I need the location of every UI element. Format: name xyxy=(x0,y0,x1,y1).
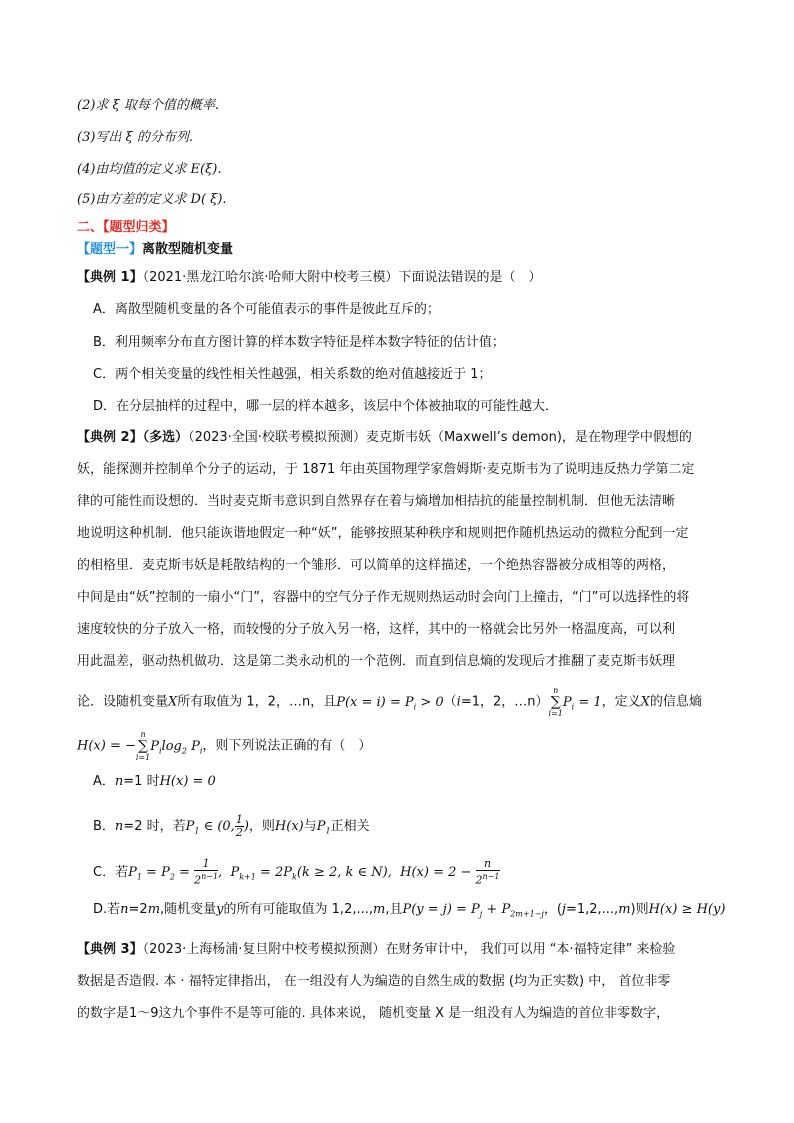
opt-d-mid2: ,随机变量 xyxy=(160,902,217,917)
opt-c-eq2: , $P_{k+1} = 2P_k(k \ge 2$, k ∈ N) xyxy=(218,864,388,882)
step-5: (5)由方差的定义求 D( ξ). xyxy=(77,192,227,207)
example-2-option-a xyxy=(93,772,216,792)
step-4: (4)由均值的定义求 E(ξ). xyxy=(77,162,222,177)
type-title: 离散型随机变量 xyxy=(142,242,234,257)
opt-d-mid3: 的所有可能取值为 1,2,..., xyxy=(223,902,373,917)
example-2-text-1: （2023·全国·校联考模拟预测）麦克斯韦妖（Maxwell’s demon)，是在物理学中假想的 xyxy=(188,430,692,445)
opt-b-fraction: $\frac{1}{2}$ xyxy=(235,813,243,839)
opt-d-m2: m xyxy=(373,902,386,917)
entropy-lhs: H(x) = − xyxy=(77,738,136,754)
opt-c-eq1: $P_1 = P_2$ = xyxy=(128,864,195,882)
example-1-source: （2021·黑龙江哈尔滨·哈师大附中校考三模） xyxy=(142,270,399,285)
type-tag: 【题型一】 xyxy=(77,242,143,257)
example-2-option-d xyxy=(93,900,725,925)
section-prefix: 二、 xyxy=(77,220,104,235)
example-1-option-a: A．离散型随机变量的各个可能值表示的事件是彼此互斥的； xyxy=(93,302,440,317)
var-i: i xyxy=(456,694,461,710)
example-2-line-10 xyxy=(77,730,371,762)
opt-b-mid: =2 时，若 xyxy=(123,819,186,834)
example-1-option-c: C．两个相关变量的线性相关性越强，相关系数的绝对值越接近于 1； xyxy=(93,367,492,382)
opt-d-mid: =2 xyxy=(128,902,148,917)
line9-text-b: 所有取值为 1，2，…n，且 xyxy=(177,694,337,710)
sum-symbol: n ∑ i=1 xyxy=(548,686,563,718)
opt-a-n: n xyxy=(114,774,124,789)
example-2-multi: （多选） xyxy=(142,430,189,445)
opt-a-mid: =1 时 xyxy=(123,774,160,789)
opt-c-prefix: C．若 xyxy=(93,864,129,880)
example-2-line-5: 的相格里．麦克斯韦妖是耗散结构的一个雏形．可以简单的这样描述，一个绝热容器被分成相等的两格， xyxy=(77,558,676,573)
example-2-line-1 xyxy=(77,428,692,448)
example-2-line-3: 律的可能性而设想的．当时麦克斯韦意识到自然界存在着与熵增加相拮抗的能量控制机制．但他无法清晰 xyxy=(77,494,676,509)
opt-d-j: j xyxy=(561,902,566,917)
section-heading xyxy=(77,218,175,238)
opt-d-ineq: H(x) ≥ H(y) xyxy=(648,902,726,917)
step-3: (3)写出 ξ 的分布列. xyxy=(77,130,193,145)
example-1-label: 【典例 1】 xyxy=(77,270,143,285)
example-3-source: （2023·上海杨浦·复旦附中校考模拟预测） xyxy=(142,942,386,957)
opt-b-post: ，则 xyxy=(248,819,275,834)
example-1-option-b: B．利用频率分布直方图计算的样本数字特征是样本数字特征的估计值； xyxy=(93,335,505,350)
opt-b-range: $P_1$ ∈ (0, xyxy=(185,819,235,836)
step-2: (2)求 ξ 取每个值的概率. xyxy=(77,98,219,113)
opt-d-n: n xyxy=(120,902,129,917)
sum-formula: $P_i = 1$ xyxy=(562,694,602,712)
opt-d-y: y xyxy=(216,902,224,917)
opt-b-post3: 正相关 xyxy=(330,819,370,834)
opt-d-mid5: ，( xyxy=(543,902,562,917)
example-2-label: 【典例 2】 xyxy=(77,430,143,445)
opt-a-prefix: A． xyxy=(93,774,115,789)
example-2-line-6: 中间是由“妖”控制的一扇小“门”，容器中的空气分子作无规则热运动时会向门上撞击，“门”可以选择性的将 xyxy=(77,590,690,605)
opt-b-prefix: B． xyxy=(93,819,115,834)
example-3-line-1 xyxy=(77,940,675,960)
line9-text-c: （ xyxy=(443,694,457,710)
example-2-line-7: 速度较快的分子放入一格，而较慢的分子放入另一格，这样，其中的一格就会比另外一格温度高，可以利 xyxy=(77,622,676,637)
example-3-label: 【典例 3】 xyxy=(77,942,143,957)
example-2-option-c xyxy=(93,858,500,887)
entropy-rhs: $P_i\log_2$ $P_i$ xyxy=(150,738,203,756)
opt-a-formula: H(x) = 0 xyxy=(159,774,216,789)
var-X-2: X xyxy=(640,694,650,710)
opt-c-eq3: , H(x) = 2 − xyxy=(387,864,476,880)
prob-formula: $P(x = i) = P_i > 0$ xyxy=(336,694,444,712)
sum-symbol-2: n ∑ i=1 xyxy=(135,730,151,762)
line9-text-f: 的信息熵 xyxy=(649,694,702,710)
opt-d-prefix: D.若 xyxy=(93,902,121,917)
opt-d-formula: $P(y = j) = P_j + P_{2m+1-j}$ xyxy=(402,902,544,919)
example-1-stem xyxy=(77,268,541,288)
opt-b-P1: $P_1$ xyxy=(316,819,331,836)
opt-d-mid7: )则 xyxy=(630,902,649,917)
example-2-line-2: 妖，能探测并控制单个分子的运动，于 1871 年由英国物理学家詹姆斯·麦克斯韦为了说明违反热力学第二定 xyxy=(77,462,695,477)
example-3-line-3: 的数字是1～9这九个事件不是等可能的. 具体来说， 随机变量 X 是一组没有人为编造的首位非零数字， xyxy=(77,1006,670,1021)
example-1-option-d: D．在分层抽样的过程中，哪一层的样本越多，该层中个体被抽取的可能性越大． xyxy=(93,399,559,414)
example-2-option-b xyxy=(93,814,370,842)
opt-c-frac1: $\frac{1}{2^{n-1}}$ xyxy=(194,857,219,887)
opt-b-H: H(x) xyxy=(274,819,304,834)
opt-b-close: ) xyxy=(243,819,249,834)
example-1-question: 下面说法错误的是（ ） xyxy=(398,270,542,285)
opt-b-post2: 与 xyxy=(303,819,317,834)
section-title: 【题型归类】 xyxy=(103,220,175,235)
opt-d-mid4: ,且 xyxy=(385,902,403,917)
opt-d-mid6: =1,2,..., xyxy=(565,902,619,917)
type-heading xyxy=(77,240,233,260)
example-3-line-2: 数据是否造假. 本 · 福特定律指出， 在一组没有人为编造的自然生成的数据 (均为正实数) 中， 首位非零 xyxy=(77,974,671,989)
line10-tail: ，则下列说法正确的有（ ） xyxy=(202,738,372,754)
var-X: X xyxy=(168,694,178,710)
opt-b-n: n xyxy=(114,819,124,834)
example-3-text-1: 在财务审计中， 我们可以用 “本·福特定律” 来检验 xyxy=(385,942,676,957)
line9-text-d: =1，2，…n） xyxy=(460,694,549,710)
example-2-line-4: 地说明这种机制．他只能诙谐地假定一种“妖”，能够按照某种秩序和规则把作随机热运动的微粒分配到一定 xyxy=(77,526,689,541)
line9-text-e: ，定义 xyxy=(601,694,641,710)
example-2-line-9 xyxy=(77,686,702,718)
opt-c-frac2: $\frac{n}{2^{n-1}}$ xyxy=(475,857,500,887)
opt-d-m: m xyxy=(147,902,161,917)
opt-d-m3: m xyxy=(618,902,631,917)
example-2-line-8: 用此温差，驱动热机做功．这是第二类永动机的一个范例．而直到信息熵的发现后才推翻了麦克斯韦妖理 xyxy=(77,654,676,669)
line9-text-a: 论．设随机变量 xyxy=(77,694,169,710)
